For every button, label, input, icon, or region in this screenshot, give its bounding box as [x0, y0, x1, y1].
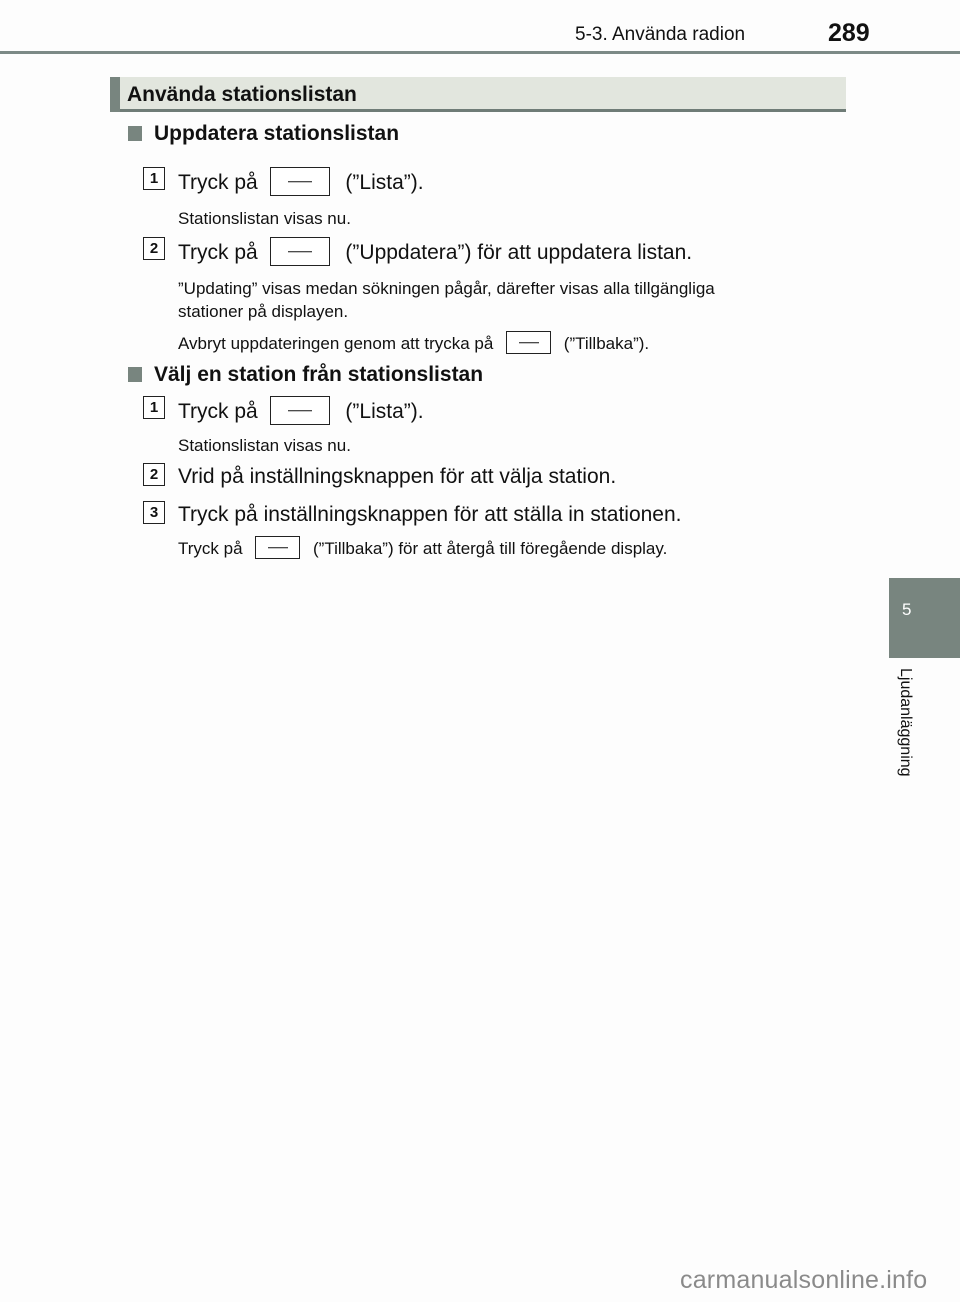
- step-instruction: Vrid på inställningsknappen för att välja station.: [178, 465, 617, 488]
- dash-button-icon: [270, 167, 330, 196]
- chapter-tab-label: Ljudanläggning: [897, 668, 914, 777]
- step-instruction: [178, 398, 424, 427]
- step-note-line: stationer på displayen.: [178, 302, 349, 321]
- step-number-box: 1: [143, 396, 165, 419]
- watermark: carmanualsonline.info: [680, 1266, 928, 1294]
- step-text-post: (”Lista”).: [345, 400, 424, 424]
- step-text-pre: Tryck på: [178, 241, 258, 265]
- step-instruction: Tryck på inställningsknappen för att ställa in stationen.: [178, 503, 682, 526]
- dash-button-icon: [506, 331, 551, 354]
- section-heading-title: Använda stationslistan: [127, 83, 357, 106]
- chapter-tab: [889, 578, 960, 658]
- section-heading-accent: [110, 77, 120, 112]
- note-text-pre: Avbryt uppdateringen genom att trycka på: [178, 334, 494, 353]
- step-number-box: 2: [143, 237, 165, 260]
- step-text-post: (”Uppdatera”) för att uppdatera listan.: [345, 241, 693, 265]
- step-text-pre: Tryck på: [178, 400, 258, 424]
- dash-button-icon: [270, 237, 330, 266]
- step-text-post: (”Lista”).: [345, 171, 424, 195]
- step-note: [178, 538, 667, 561]
- page-number: 289: [828, 19, 870, 47]
- square-bullet-icon: [128, 367, 142, 382]
- note-text-post: (”Tillbaka”).: [563, 334, 650, 353]
- step-note: Stationslistan visas nu.: [178, 436, 351, 455]
- dash-button-icon: [255, 536, 300, 559]
- step-note: Stationslistan visas nu.: [178, 209, 351, 228]
- step-text-pre: Tryck på: [178, 171, 258, 195]
- note-text-post: (”Tillbaka”) för att återgå till föregående display.: [313, 539, 668, 558]
- running-header-section: 5-3. Använda radion: [575, 24, 746, 45]
- step-number-box: 2: [143, 463, 165, 486]
- header-rule: [0, 51, 960, 54]
- step-instruction: [178, 169, 424, 198]
- step-number-box: 1: [143, 167, 165, 190]
- step-number-box: 3: [143, 501, 165, 524]
- dash-button-icon: [270, 396, 330, 425]
- subheading-update-list: Uppdatera stationslistan: [154, 122, 400, 145]
- step-instruction: [178, 239, 692, 268]
- step-note: [178, 333, 649, 356]
- step-note-line: ”Updating” visas medan sökningen pågår, därefter visas alla tillgängliga: [178, 279, 715, 298]
- square-bullet-icon: [128, 126, 142, 141]
- chapter-tab-number: 5: [902, 600, 912, 619]
- note-text-pre: Tryck på: [178, 539, 243, 558]
- subheading-select-station: Välj en station från stationslistan: [154, 363, 484, 386]
